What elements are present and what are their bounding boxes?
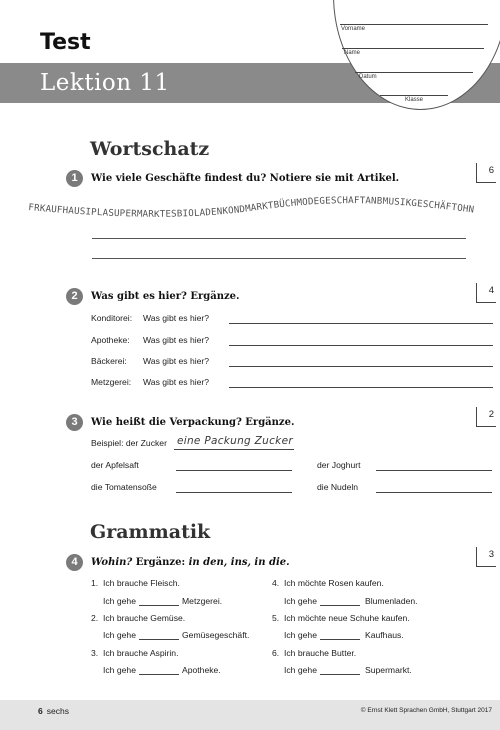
task-4-item-pre: Ich gehe bbox=[284, 665, 317, 675]
task-3-answer-line[interactable] bbox=[376, 492, 492, 493]
task-4-answer-line[interactable] bbox=[139, 639, 179, 640]
task-4-item-post: Apotheke. bbox=[182, 665, 221, 675]
task-2-place: Konditorei: bbox=[91, 313, 133, 323]
task-number-1: 1 bbox=[66, 170, 83, 187]
task-3-item: die Tomatensoße bbox=[91, 482, 157, 492]
task-4-item-number: 2. bbox=[91, 613, 99, 623]
task-2-question: Was gibt es hier? bbox=[143, 313, 210, 323]
task-3-example-answer: eine Packung Zucker bbox=[177, 435, 293, 447]
task-2-instruction: Was gibt es hier? Ergänze. bbox=[91, 291, 240, 302]
task-1-instruction: Wie viele Geschäfte findest du? Notiere sie mit Artikel. bbox=[91, 173, 400, 184]
task-3-example-label: Beispiel: der Zucker bbox=[91, 438, 167, 448]
vorname-line[interactable] bbox=[340, 24, 488, 25]
task-4-item-post: Kaufhaus. bbox=[365, 630, 404, 640]
task-2-answer-line[interactable] bbox=[229, 366, 493, 367]
task-2-answer-line[interactable] bbox=[229, 323, 493, 324]
task-4-item-post: Gemüsegeschäft. bbox=[182, 630, 250, 640]
wordsnake-letters: FRKAUFHAUSIPLASUPERMARKTESBIOLADENKONDMARKTBÜCHMODEGESCHÄFTANBMUSIKGESCHÄFTOHN bbox=[28, 196, 475, 220]
datum-label: Datum bbox=[359, 74, 377, 80]
task-4-instruction-prefix: Wohin? bbox=[91, 557, 133, 568]
footer-band bbox=[0, 700, 500, 730]
task-4-item-number: 4. bbox=[272, 578, 280, 588]
task-3-example-line bbox=[174, 449, 294, 450]
task-3-item: die Nudeln bbox=[317, 482, 359, 492]
task-4-answer-line[interactable] bbox=[139, 605, 179, 606]
task-2-points: 4 bbox=[476, 283, 496, 303]
task-4-answer-line[interactable] bbox=[320, 605, 360, 606]
task-4-item-pre: Ich gehe bbox=[103, 596, 136, 606]
task-3-answer-line[interactable] bbox=[176, 492, 292, 493]
task-2-question: Was gibt es hier? bbox=[143, 356, 210, 366]
task-2-answer-line[interactable] bbox=[229, 345, 493, 346]
task-4-item-post: Metzgerei. bbox=[182, 596, 223, 606]
task-4-item-post: Supermarkt. bbox=[365, 665, 412, 675]
task-2-place: Bäckerei: bbox=[91, 356, 127, 366]
footer-page bbox=[38, 706, 69, 716]
name-line[interactable] bbox=[342, 48, 484, 49]
task-4-item-number: 1. bbox=[91, 578, 99, 588]
task-4-instruction bbox=[91, 557, 290, 568]
task-4-item-post: Blumenladen. bbox=[365, 596, 418, 606]
task-3-answer-line[interactable] bbox=[176, 470, 292, 471]
task-4-item-sentence: Ich brauche Aspirin. bbox=[103, 648, 179, 658]
task-4-points: 3 bbox=[476, 547, 496, 567]
task-2-question: Was gibt es hier? bbox=[143, 377, 210, 387]
task-4-instruction-main: Ergänze: bbox=[132, 557, 189, 568]
task-4-instruction-words: in den, ins, in die. bbox=[188, 557, 290, 568]
klasse-label: Klasse bbox=[405, 97, 424, 103]
task-1-points: 6 bbox=[476, 163, 496, 183]
task-2-place: Metzgerei: bbox=[91, 377, 132, 387]
task-4-item-pre: Ich gehe bbox=[284, 630, 317, 640]
task-4-item-pre: Ich gehe bbox=[103, 665, 136, 675]
page-number: 6 bbox=[38, 706, 43, 716]
wordsnake-text bbox=[28, 196, 475, 220]
task-4-item-number: 5. bbox=[272, 613, 280, 623]
task-4-item-sentence: Ich möchte neue Schuhe kaufen. bbox=[284, 613, 410, 623]
lesson-title: Lektion 11 bbox=[40, 70, 170, 96]
task-3-points: 2 bbox=[476, 407, 496, 427]
task-4-item-pre: Ich gehe bbox=[103, 630, 136, 640]
page-title: Test bbox=[40, 30, 91, 55]
task-number-2: 2 bbox=[66, 288, 83, 305]
task-4-item-number: 3. bbox=[91, 648, 99, 658]
task-4-answer-line[interactable] bbox=[139, 674, 179, 675]
task-1-answer-line-1[interactable] bbox=[92, 238, 466, 239]
task-4-item-sentence: Ich brauche Fleisch. bbox=[103, 578, 180, 588]
task-4-item-pre: Ich gehe bbox=[284, 596, 317, 606]
name-label: Name bbox=[344, 50, 361, 56]
section-title-grammatik: Grammatik bbox=[90, 521, 211, 543]
task-3-answer-line[interactable] bbox=[376, 470, 492, 471]
task-number-3: 3 bbox=[66, 414, 83, 431]
datum-line[interactable] bbox=[355, 72, 473, 73]
section-title-wortschatz: Wortschatz bbox=[90, 138, 210, 160]
klasse-line[interactable] bbox=[380, 95, 448, 96]
task-2-question: Was gibt es hier? bbox=[143, 335, 210, 345]
task-3-item: der Apfelsaft bbox=[91, 460, 139, 470]
page-word: sechs bbox=[46, 706, 69, 716]
task-4-item-sentence: Ich möchte Rosen kaufen. bbox=[284, 578, 384, 588]
task-4-item-number: 6. bbox=[272, 648, 280, 658]
task-3-instruction: Wie heißt die Verpackung? Ergänze. bbox=[91, 417, 295, 428]
task-number-4: 4 bbox=[66, 554, 83, 571]
copyright: © Ernst Klett Sprachen GmbH, Stuttgart 2017 bbox=[360, 707, 492, 714]
task-4-answer-line[interactable] bbox=[320, 674, 360, 675]
task-3-item: der Joghurt bbox=[317, 460, 361, 470]
vorname-label: Vorname bbox=[341, 26, 366, 32]
task-1-answer-line-2[interactable] bbox=[92, 258, 466, 259]
task-2-answer-line[interactable] bbox=[229, 387, 493, 388]
task-2-place: Apotheke: bbox=[91, 335, 130, 345]
task-4-item-sentence: Ich brauche Gemüse. bbox=[103, 613, 186, 623]
wordsnake bbox=[28, 196, 498, 226]
task-4-answer-line[interactable] bbox=[320, 639, 360, 640]
task-4-item-sentence: Ich brauche Butter. bbox=[284, 648, 357, 658]
